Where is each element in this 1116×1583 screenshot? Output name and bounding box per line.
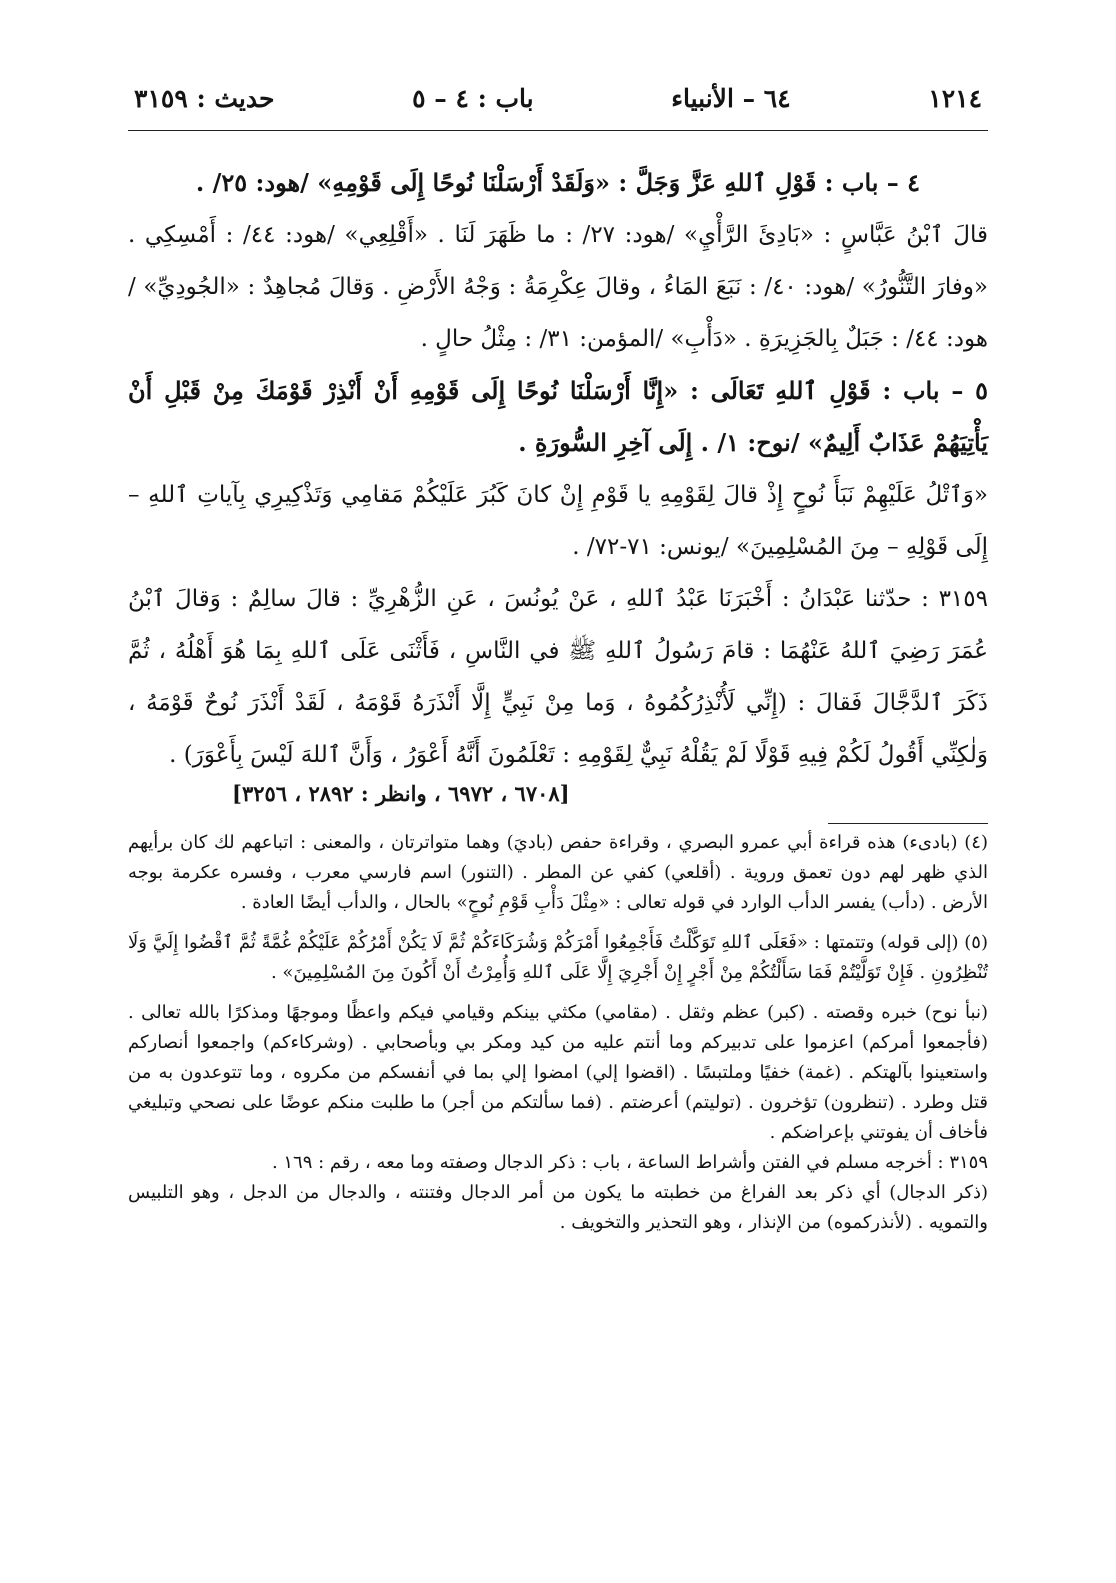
footnote-5-gloss: (نبأ نوح) خبره وقصته . (كبر) عظم وثقل . (مقامي) مكثي بينكم وقيامي فيكم واعظًا وموجهًا ومذكرًا بالله تعالى . (فأجمعوا أمركم) اعزموا على تدبيركم وما أنتم عليه من كيد ومكر بي وبأصحابي . (وشركاءكم) واجمعوا أنصاركم واستعينوا بآلهتكم . (غمة) خفيًا وملتبسًا . (اقضوا إلي) امضوا إلي بما في أنفسكم من مكروه ، وما تتوعدون به من قتل وطرد . (تنظرون) تؤخرون . (توليتم) أعرضتم . (فما سألتكم من أجر) ما طلبت منكم عوضًا على نصحي وتبليغي فأخاف أن يفوتني بإعراضكم . (128, 1002, 988, 1143)
hadith-reference: حديث : ٣١٥٩ (134, 84, 275, 113)
cross-reference: [٦٧٠٨ ، ٦٩٧٢ ، وانظر : ٢٨٩٢ ، ٣٢٥٦] (232, 781, 570, 806)
footnote-separator (828, 823, 988, 824)
footnotes (128, 828, 988, 1238)
footnote-3159: ٣١٥٩ : أخرجه مسلم في الفتن وأشراط الساعة ، باب : ذكر الدجال وصفته وما معه ، رقم : ١٦٩ . (271, 1152, 988, 1173)
chapter-5-verse: «وَٱتْلُ عَلَيْهِمْ نَبَأَ نُوحٍ إِذْ قالَ لِقَوْمِهِ يا قَوْمِ إِنْ كانَ كَبُرَ عَلَيْكُمْ مَقامِي وَتَذْكِيرِي بِآياتِ ٱللهِ – إِلَى قَوْلِهِ – مِنَ المُسْلِمِينَ» /يونس: ٧١-٧٢/ . (128, 482, 988, 560)
main-text (128, 157, 988, 781)
footnote-5: (٥) (إلى قوله) وتتمتها : «فَعَلَى ٱللهِ تَوَكَّلْتُ فَأَجْمِعُوا أَمْرَكُمْ وَشُرَكَاءَكُمْ ثُمَّ لَا يَكُنْ أَمْرُكُمْ عَلَيْكُمْ غُمَّةً ثُمَّ ٱقْضُوا إِلَيَّ وَلَا تُنْظِرُونِ . فَإِنْ تَوَلَّيْتُمْ فَمَا سَأَلْتُكُمْ مِنْ أَجْرٍ إِنْ أَجْرِيَ إِلَّا عَلَى ٱللهِ وَأُمِرْتُ أَنْ أَكُونَ مِنَ المُسْلِمِينَ» . (128, 932, 988, 983)
page-number: ١٢١٤ (928, 84, 982, 113)
footnote-4: (٤) (بادىء) هذه قراءة أبي عمرو البصري ، وقراءة حفص (باديَ) وهما متواترتان ، والمعنى : اتباعهم لك كان برأيهم الذي ظهر لهم دون تعمق وروية . (أقلعي) كفي عن المطر . (التنور) اسم فارسي معرب ، وفسره عكرمة بوجه الأرض . (دأب) يفسر الدأب الوارد في قوله تعالى : «مِثْلَ دَأْبِ قَوْمِ نُوحٍ» بالحال ، والدأب أيضًا العادة . (128, 832, 988, 913)
chapter-4-commentary: قالَ ٱبْنُ عَبَّاسٍ : «بَادِئَ الرَّأْيِ» /هود: ٢٧/ : ما ظَهَرَ لَنَا . «أَقْلِعِي» /هود: ٤٤/ : أَمْسِكِي . «وفارَ التَّنُّورُ» /هود: ٤٠/ : نَبَعَ المَاءُ ، وقالَ عِكْرِمَةُ : وَجْهُ الأَرْضِ . وَقالَ مُجاهِدٌ : «الجُودِيِّ» /هود: ٤٤/ : جَبَلٌ بِالجَزِيرَةِ . «دَأْبِ» /المؤمن: ٣١/ : مِثْلُ حالٍ . (128, 222, 988, 352)
running-header (128, 84, 988, 131)
book-title: ٦٤ – الأنبياء (671, 84, 791, 113)
chapter-4-heading: ٤ – باب : قَوْلِ ٱللهِ عَزَّ وَجَلَّ : «وَلَقَدْ أَرْسَلْنَا نُوحًا إِلَى قَوْمِهِ» /هود: ٢٥/ . (195, 168, 921, 197)
hadith-3159-text: ٣١٥٩ : حدّثنا عَبْدَانُ : أَخْبَرَنَا عَبْدُ ٱللهِ ، عَنْ يُونُسَ ، عَنِ الزُّهْرِيِّ : قالَ سالِمٌ : وَقالَ ٱبْنُ عُمَرَ رَضِيَ ٱللهُ عَنْهُمَا : قامَ رَسُولُ ٱللهِ ﷺ في النَّاسِ ، فَأَثْنَى عَلَى ٱللهِ بِمَا هُوَ أَهْلُهُ ، ثُمَّ ذَكَرَ ٱلدَّجَّالَ فَقالَ : (إِنِّي لَأُنْذِرُكُمُوهُ ، وَما مِنْ نَبِيٍّ إِلَّا أَنْذَرَهُ قَوْمَهُ ، لَقَدْ أَنْذَرَ نُوحٌ قَوْمَهُ ، وَلٰكِنِّي أَقُولُ لَكُمْ فِيهِ قَوْلًا لَمْ يَقُلْهُ نَبِيٌّ لِقَوْمِهِ : تَعْلَمُونَ أَنَّهُ أَعْوَرُ ، وَأَنَّ ٱللهَ لَيْسَ بِأَعْوَرَ) . (128, 586, 988, 768)
chapter-5-heading: ٥ – باب : قَوْلِ ٱللهِ تَعَالَى : «إِنَّا أَرْسَلْنَا نُوحًا إِلَى قَوْمِهِ أَنْ أَنْذِرْ قَوْمَكَ مِنْ قَبْلِ أَنْ يَأْتِيَهُمْ عَذَابٌ أَلِيمٌ» /نوح: ١/ . إِلَى آخِرِ السُّورَةِ . (128, 376, 988, 457)
chapter-reference: باب : ٤ – ٥ (412, 84, 534, 113)
footnote-3159-gloss: (ذكر الدجال) أي ذكر بعد الفراغ من خطبته ما يكون من أمر الدجال وفتنته ، والدجال من الدجل ، وهو التلبيس والتمويه . (لأنذركموه) من الإنذار ، وهو التحذير والتخويف . (128, 1182, 988, 1233)
